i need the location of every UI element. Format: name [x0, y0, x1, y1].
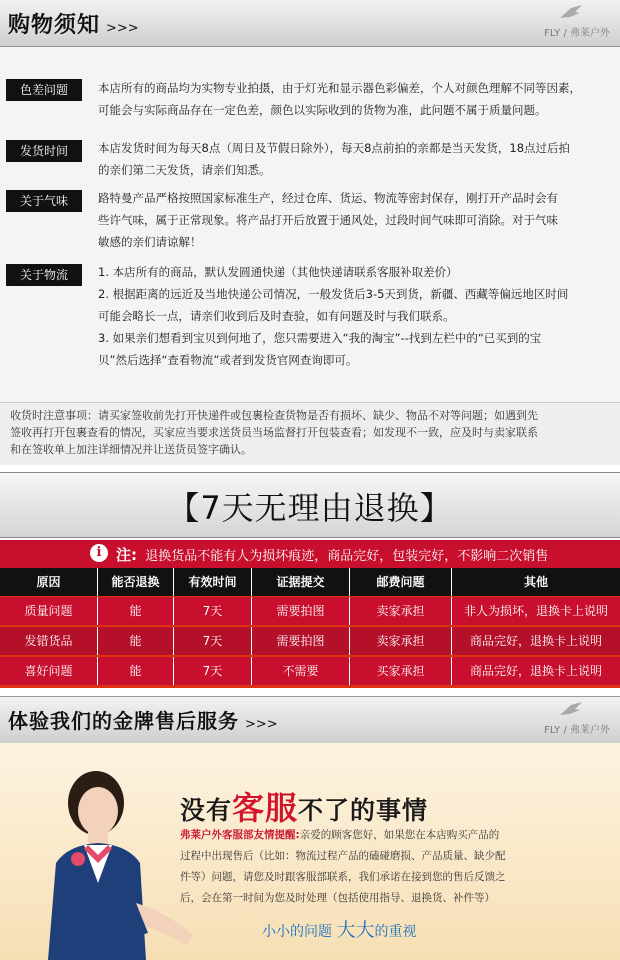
headline: 没有客服不了的事情 — [180, 789, 429, 827]
return-policy-table — [0, 540, 620, 688]
table-cell: 不需要 — [252, 657, 350, 685]
table-header: 其他 — [452, 568, 620, 596]
table-cell: 7天 — [174, 597, 252, 625]
notice-label: 色差问题 — [6, 79, 82, 101]
notice-text: 本店发货时间为每天8点（周日及节假日除外），每天8点前拍的亲都是当天发货，18点过后拍 的亲们第二天发货，请亲们知悉。 — [98, 141, 571, 177]
table-cell: 商品完好，退换卡上说明 — [452, 657, 620, 685]
table-cell: 卖家承担 — [350, 597, 452, 625]
notice-label: 关于气味 — [6, 190, 82, 212]
arrows: >>> — [106, 21, 139, 36]
table-cell: 卖家承担 — [350, 627, 452, 655]
shopping-notice-header — [0, 0, 620, 47]
service-slogan: 小小的问题 大大的重视 — [262, 919, 417, 941]
after-sales-header-inner — [0, 697, 620, 743]
table-header: 邮费问题 — [350, 568, 452, 596]
table-header: 有效时间 — [174, 568, 252, 596]
notice-text: 1. 本店所有的商品，默认发圆通快递（其他快递请联系客服补取差价） 2. 根据距离的远近及当地快递公司情况，一般发货后3-5天到货，新疆、西藏等偏远地区时间 可能会略长一点，请亲们收到后及时查验，如有问题及时与我们联系。 3. 如果亲们想看到宝贝到何地了，您只需要进入“我的淘宝”--找到左栏中的“已买到的宝 贝”然后选择“查看物流”或者到发货官网查询即可。 — [98, 265, 569, 367]
service-paragraph: 弗莱户外客服部友情提醒:亲爱的顾客您好，如果您在本店购买产品的 过程中出现售后（比如：物流过程产品的磕碰磨损、产品质量、缺少配 件等）问题，请您及时跟客服部联系，我们承诺在接到您的售后反馈之 后，会在第一时间为您及时处理（包括使用指导、退换货、补件等） — [180, 829, 506, 904]
table-cell: 能 — [98, 597, 174, 625]
after-sales-panel — [0, 743, 620, 960]
table-cell: 商品完好，退换卡上说明 — [452, 627, 620, 655]
table-cell: 能 — [98, 657, 174, 685]
table-cell: 7天 — [174, 657, 252, 685]
notice-label: 发货时间 — [6, 140, 82, 162]
bird-logo-icon — [558, 4, 584, 22]
table-header: 证据提交 — [252, 568, 350, 596]
table-header: 原因 — [0, 568, 98, 596]
note-text: 注: 退换货品不能有人为损坏痕迹，商品完好，包装完好，不影响二次销售 — [116, 546, 549, 564]
notice-text: 路特曼产品严格按照国家标准生产，经过仓库、货运、物流等密封保存，刚打开产品时会有 些许气味，属于正常现象。将产品打开后放置于通风处，过段时间气味即可消除。对于气味 敏感的亲们请谅解！ — [98, 191, 558, 249]
bird-logo-icon — [558, 701, 584, 719]
table-cell: 喜好问题 — [0, 657, 98, 685]
return-policy-banner — [0, 472, 620, 538]
notice-text: 本店所有的商品均为实物专业拍摄，由于灯光和显示器色彩偏差，个人对颜色理解不同等因素， 可能会与实际商品存在一定色差，颜色以实际收到的货物为准，此问题不属于质量问题。 — [98, 81, 581, 117]
return-policy-title: 【7天无理由退换】 — [167, 489, 453, 527]
section-title: 购物须知 >>> — [8, 13, 139, 38]
table-cell: 发错货品 — [0, 627, 98, 655]
table-cell: 买家承担 — [350, 657, 452, 685]
customer-service-agent-illustration — [18, 763, 198, 960]
info-icon: i — [90, 544, 108, 562]
table-note — [0, 540, 620, 568]
table-cell: 质量问题 — [0, 597, 98, 625]
table-cell: 需要拍图 — [252, 627, 350, 655]
table-header: 能否退换 — [98, 568, 174, 596]
after-sales-header — [0, 696, 620, 744]
table-cell: 7天 — [174, 627, 252, 655]
table-cell: 需要拍图 — [252, 597, 350, 625]
table-cell: 非人为损坏，退换卡上说明 — [452, 597, 620, 625]
notice-panel — [0, 47, 620, 402]
section-title: 体验我们的金牌售后服务 >>> — [8, 709, 278, 733]
brand-logo-text: FLY / 弗莱户外 — [544, 725, 610, 736]
brand-logo-text: FLY / 弗莱户外 — [544, 28, 610, 39]
arrows: >>> — [245, 717, 278, 732]
receipt-remark: 收货时注意事项：请买家签收前先打开快递件或包裹检查货物是否有损坏、缺少、物品不对等问题；如遇到先 签收再打开包裹查看的情况，买家应当要求送货员当场监督打开包装查看；如发现不一致，应及时与卖家联系 和在签收单上加注详细情况并让送货员签字确认。 — [0, 402, 620, 465]
table-cell: 能 — [98, 627, 174, 655]
notice-label: 关于物流 — [6, 264, 82, 286]
